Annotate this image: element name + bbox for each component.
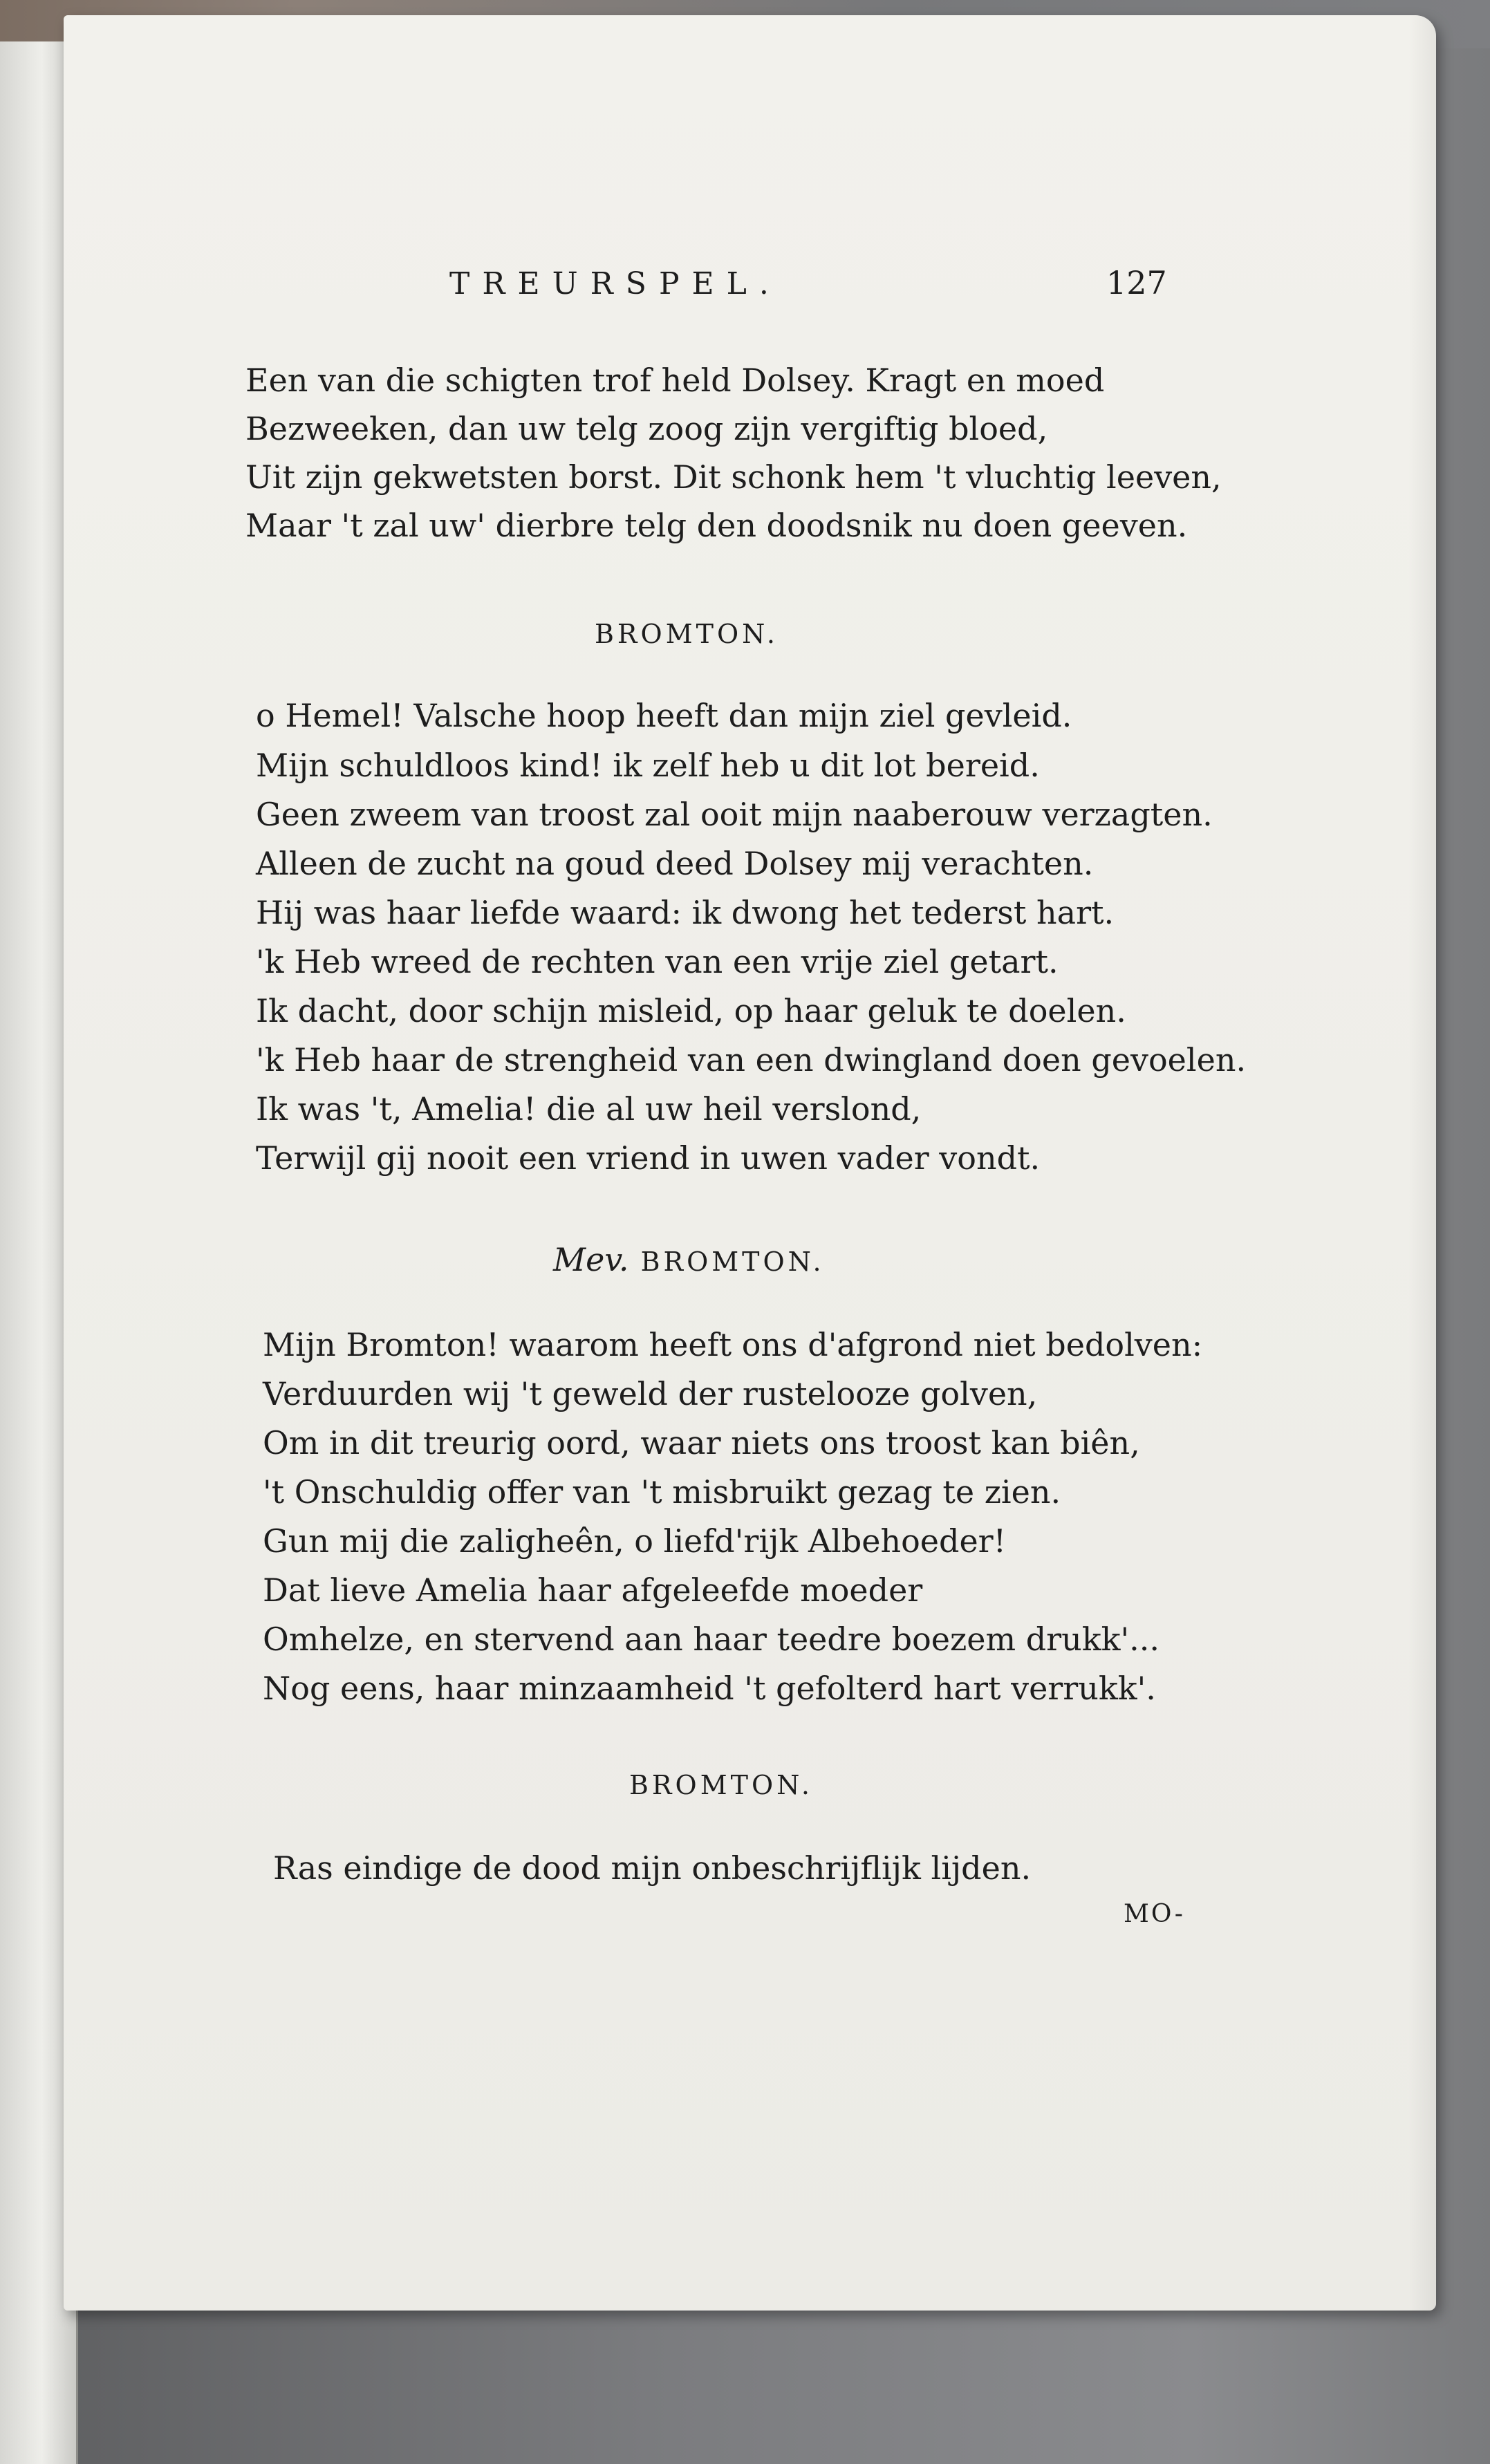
verse-line: Terwijl gij nooit een vriend in uwen vader vondt. [256,1139,1041,1177]
verse-line: Bezweeken, dan uw telg zoog zijn vergiftig bloed, [245,410,1048,447]
speaker-heading [553,1241,825,1278]
verse-line: Ras eindige de dood mijn onbeschrijflijk lijden. [273,1849,1032,1887]
verse-line: o Hemel! Valsche hoop heeft dan mijn ziel gevleid. [256,697,1072,734]
catchword: MO- [1124,1900,1185,1928]
verse-line: Om in dit treurig oord, waar niets ons troost kan biên, [263,1424,1140,1462]
speaker-heading: BROMTON. [629,1770,813,1800]
verse-line: Een van die schigten trof held Dolsey. Kragt en moed [245,362,1105,399]
verse-line: Dat lieve Amelia haar afgeleefde moeder [263,1571,923,1609]
verse-line: Gun mij die zaligheên, o liefd'rijk Albehoeder! [263,1522,1007,1560]
verse-line: Hij was haar liefde waard: ik dwong het tederst hart. [256,894,1115,931]
page-number: 127 [1106,264,1167,301]
speaker-name: BROMTON. [640,1247,825,1277]
verse-line: 'k Heb haar de strengheid van een dwingland doen gevoelen. [256,1041,1247,1079]
verse-line: 'k Heb wreed de rechten van een vrije ziel getart. [256,943,1059,980]
verse-line: 't Onschuldig offer van 't misbruikt gezag te zien. [263,1473,1061,1511]
verse-line: Maar 't zal uw' dierbre telg den doodsnik nu doen geeven. [245,507,1188,544]
running-head: TREURSPEL. [449,266,781,301]
speaker-prefix: Mev. [553,1241,629,1278]
verse-line: Ik was 't, Amelia! die al uw heil verslond, [256,1090,922,1128]
page-edge-shadow [1408,15,1436,2311]
verse-line: Mijn Bromton! waarom heeft ons d'afgrond niet bedolven: [263,1326,1203,1363]
speaker-heading: BROMTON. [595,619,779,649]
verse-line: Omhelze, en stervend aan haar teedre boezem drukk'... [263,1621,1160,1658]
verse-line: Geen zweem van troost zal ooit mijn naaberouw verzagten. [256,796,1213,833]
verse-line: Alleen de zucht na goud deed Dolsey mij verachten. [256,845,1094,882]
verse-line: Ik dacht, door schijn misleid, op haar geluk te doelen. [256,992,1126,1029]
verse-line: Uit zijn gekwetsten borst. Dit schonk hem 't vluchtig leeven, [245,458,1222,496]
verse-line: Verduurden wij 't geweld der rustelooze golven, [263,1375,1038,1412]
verse-line: Nog eens, haar minzaamheid 't gefolterd hart verrukk'. [263,1670,1156,1707]
verse-line: Mijn schuldloos kind! ik zelf heb u dit lot bereid. [256,747,1040,784]
